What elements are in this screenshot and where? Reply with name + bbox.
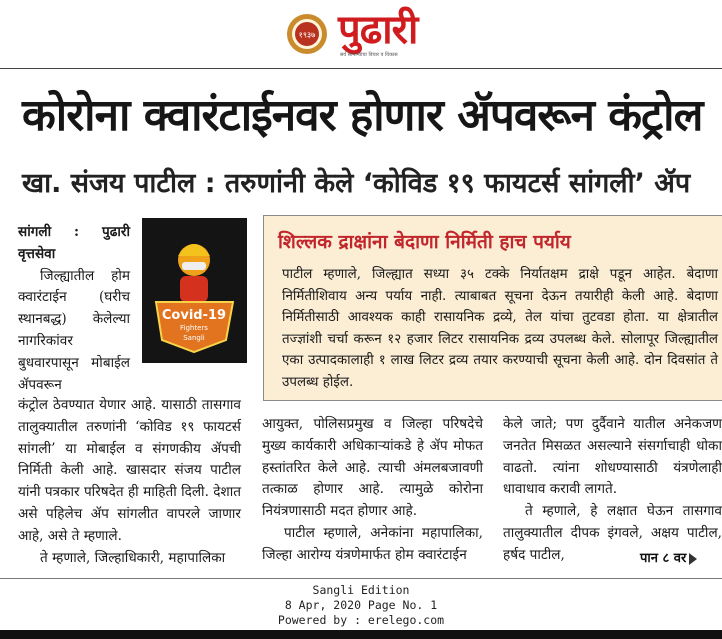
column-2-para-2: पाटील म्हणाले, अनेकांना महापालिका, जिल्हा आरोग्य यंत्रणेमार्फत होम क्वारंटाईन: [262, 524, 483, 563]
masthead-divider: [0, 68, 722, 69]
byline: सांगली : पुढारी वृत्तसेवा: [18, 224, 130, 262]
column-1-bottom-text: कंट्रोल ठेवण्यात येणार आहे. यासाठी तासगाव तालुक्यातील तरुणांनी ‘कोविड १९ फायटर्स सांगली’ या मोबाईल व संगणकीय ॲपची निर्मिती केली आहे. खासदार संजय पाटील यांनी पत्रकार परिषदेत ही माहिती दिली. देशात असे पहिलेच ॲप सांगलीत वापरले जाणार आहे, असे ते म्हणाले.: [18, 397, 241, 544]
column-1-bottom-text-2: ते म्हणाले, जिल्हाधिकारी, महापालिका: [40, 549, 226, 566]
page-footer: [0, 583, 722, 628]
covid-fighters-logo-icon: [142, 218, 247, 363]
column-3-para-2: ते म्हणाले, हे लक्षात घेऊन तासगाव तालुक्यातील दीपक इंगवले, अक्षय पाटील, हर्षद पाटील,: [503, 503, 722, 563]
article-headline: कोरोना क्वारंटाईनवर होणार ॲपवरून कंट्रोल: [22, 90, 703, 141]
arrow-right-icon: [689, 553, 697, 565]
seal-year: १९३७: [298, 30, 316, 40]
badge-city: Sangli: [183, 334, 205, 342]
column-3: [503, 414, 722, 567]
continued-label: पान ८ वर: [640, 551, 687, 566]
brand-logo: पुढारी: [338, 7, 418, 53]
badge-sub: Fighters: [180, 324, 208, 332]
footer-date-page: 8 Apr, 2020 Page No. 1: [284, 598, 438, 612]
footer-bar: [0, 630, 722, 639]
column-1-top-text: जिल्ह्यातील होम क्वारंटाईन (घरीच स्थानबद्ध) केलेल्या नागरिकांवर बुधवारपासून मोबाईल ॲपवरून: [18, 267, 130, 393]
footer-powered: Powered by : erelego.com: [277, 613, 445, 627]
column-1-bottom: [18, 395, 241, 569]
footer-edition: Sangli Edition: [312, 583, 410, 597]
column-2-para-1: आयुक्त, पोलिसप्रमुख व जिल्हा परिषदेचे मुख्य कार्यकारी अधिकाऱ्यांकडे हे ॲप मोफत हस्तांतरित केले आहे. त्याची अंमलबजावणी तत्काळ होणार आहे. त्यामुळे कोरोना नियंत्रणासाठी मदत होणार आहे.: [262, 416, 483, 520]
badge-main: Covid-19: [161, 308, 227, 323]
masthead: [0, 0, 722, 68]
sidebar-box-text: पाटील म्हणाले, जिल्ह्यात सध्या ३५ टक्के निर्यातक्षम द्राक्षे पडून आहेत. बेदाणा निर्मितीशिवाय अन्य पर्याय नाही. त्याबाबत सूचना देऊन तयारीही केली आहे. बेदाणा निर्मितीसाठी आवश्यक काही रासायनिक द्रव्ये, तेल यांचा तुटवडा होता. या क्षेत्रातील तज्ज्ञांशी चर्चा करून १२ हजार लिटर रासायनिक द्रव्य उपलब्ध केले. सोलापूर जिल्ह्यातील एका उत्पादकालाही १ लाख लिटर द्रव्य तयार करण्याची सूचना केली आहे. दोन दिवसांत ते उपलब्ध होईल.: [282, 267, 718, 390]
column-2: [262, 414, 483, 567]
masthead-seal-icon: [286, 13, 328, 55]
column-3-para-1: केले जाते; पण दुर्दैवाने यातील अनेकजण जनतेत मिसळत असल्याने संसर्गाचाही धोका वाढतो. त्यांना शोधण्यासाठी यंत्रणेलाही धावाधाव करावी लागते.: [503, 416, 722, 498]
sidebar-box-title: शिल्लक द्राक्षांना बेदाणा निर्मिती हाच पर्याय: [278, 231, 571, 253]
article-photo: [142, 218, 247, 363]
brand-tagline: सर्व सामान्यांचा विचार व विकास: [340, 52, 398, 58]
continued-link[interactable]: [640, 548, 697, 566]
article-subhead: खा. संजय पाटील : तरुणांनी केले ‘कोविड १९ फायटर्स सांगली’ ॲप: [22, 168, 691, 199]
column-1-top: [18, 222, 130, 396]
sidebar-box: [263, 215, 722, 401]
footer-divider: [0, 578, 722, 579]
